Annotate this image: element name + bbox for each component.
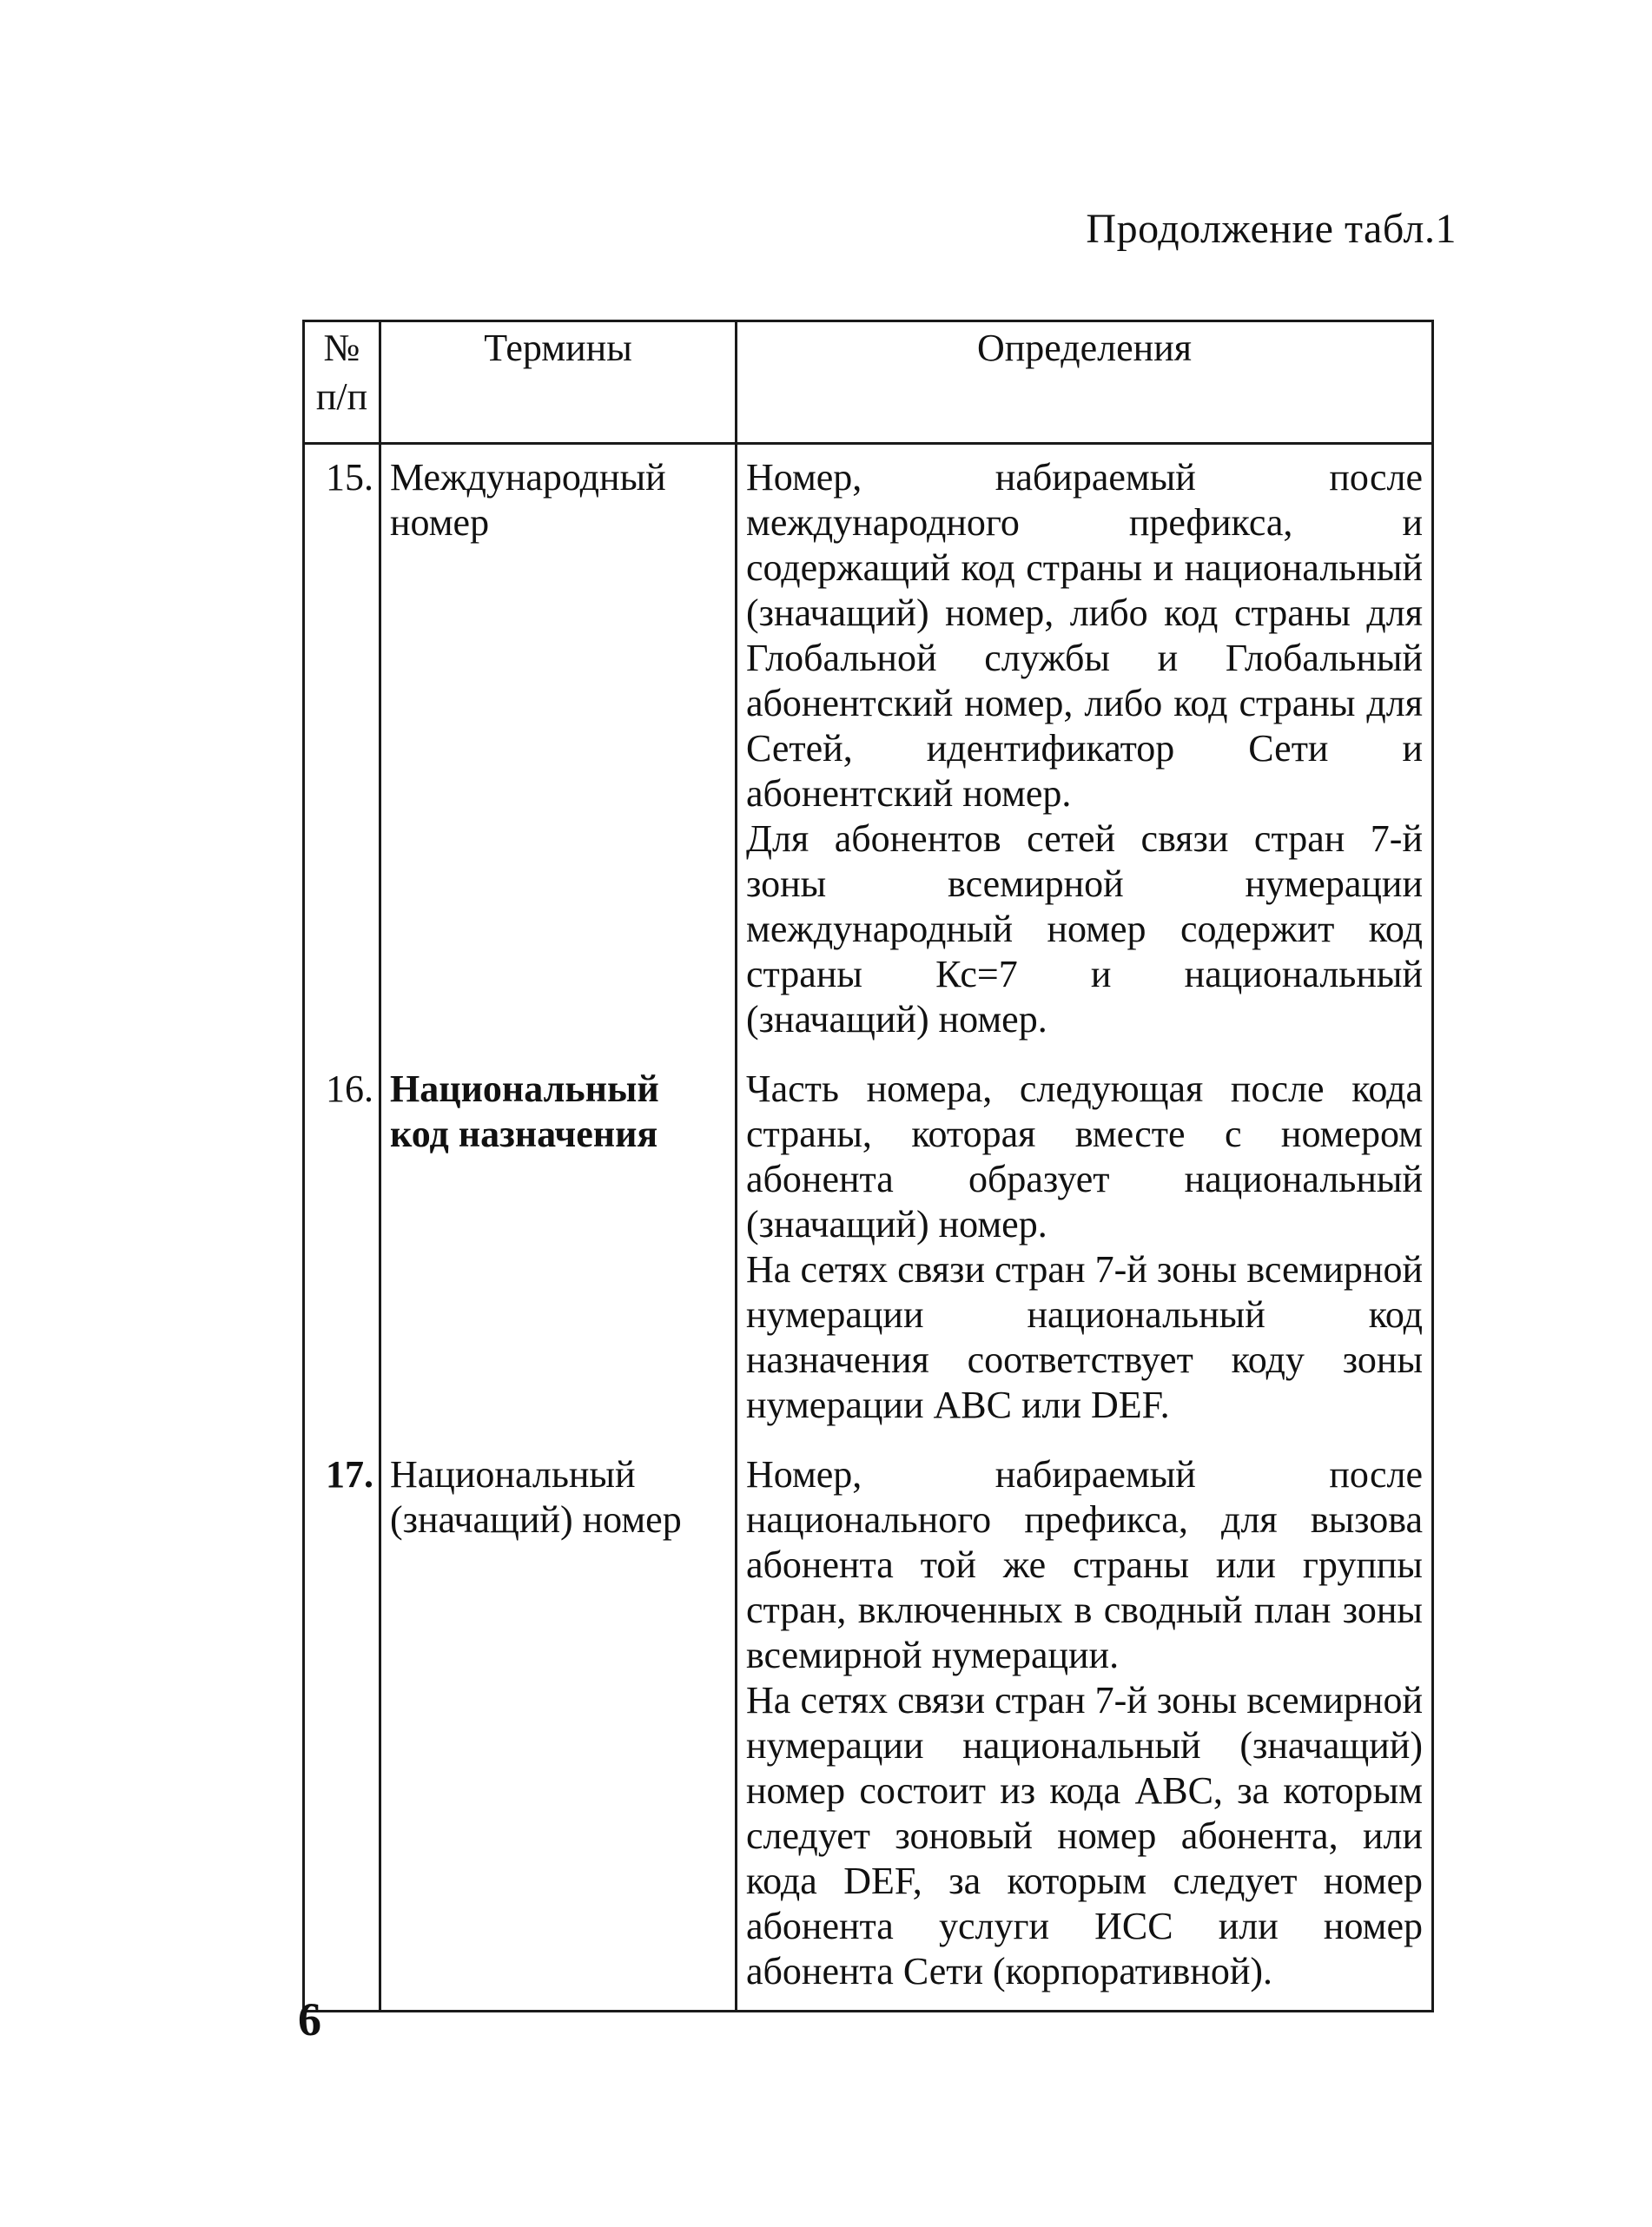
header-term: Термины	[380, 321, 737, 444]
table-header-row	[304, 321, 1433, 444]
table-caption: Продолжение табл.1	[1086, 206, 1457, 252]
definition-cell	[737, 1452, 1433, 2012]
terms-table	[302, 320, 1434, 2012]
term-cell: Международный номер	[380, 444, 737, 1067]
definition-cell	[737, 1067, 1433, 1452]
row-number: 16.	[304, 1067, 380, 1452]
term-cell: Национальный код назначения	[380, 1067, 737, 1452]
header-definition: Определения	[737, 321, 1433, 444]
table-row	[304, 1452, 1433, 2012]
page-number: 6	[298, 1993, 321, 2045]
header-num: № п/п	[304, 321, 380, 444]
row-number: 15.	[304, 444, 380, 1067]
term-cell: Национальный (значащий) номер	[380, 1452, 737, 2012]
row-number: 17.	[304, 1452, 380, 2012]
definition-paragraph: На сетях связи стран 7-й зоны всемирной нумерации национальный (значащий) номер состоит из кода ABC, за которым следует зоновый номер абонента, или кода DEF, за которым следует номер абонента услуги ИСС или номер абонента Сети (корпоративной).	[746, 1679, 1423, 1992]
definition-paragraph: Для абонентов сетей связи стран 7-й зоны всемирной нумерации международный номер содержит код страны Кс=7 и национальный (значащий) номер.	[746, 817, 1423, 1041]
definition-cell	[737, 444, 1433, 1067]
table-row	[304, 444, 1433, 1067]
table-row	[304, 1067, 1433, 1452]
definition-paragraph: На сетях связи стран 7-й зоны всемирной нумерации национальный код назначения соответствует коду зоны нумерации ABC или DEF.	[746, 1248, 1423, 1426]
definition-paragraph: Номер, набираемый после национального префикса, для вызова абонента той же страны или группы стран, включенных в сводный план зоны всемирной нумерации.	[746, 1453, 1423, 1676]
definition-paragraph: Часть номера, следующая после кода страны, которая вместе с номером абонента образует национальный (значащий) номер.	[746, 1067, 1423, 1246]
definition-paragraph: Номер, набираемый после международного префикса, и содержащий код страны и национальный (значащий) номер, либо код страны для Глобальной службы и Глобальный абонентский номер, либо код страны для Сетей, идентификатор Сети и абонентский номер.	[746, 456, 1423, 815]
